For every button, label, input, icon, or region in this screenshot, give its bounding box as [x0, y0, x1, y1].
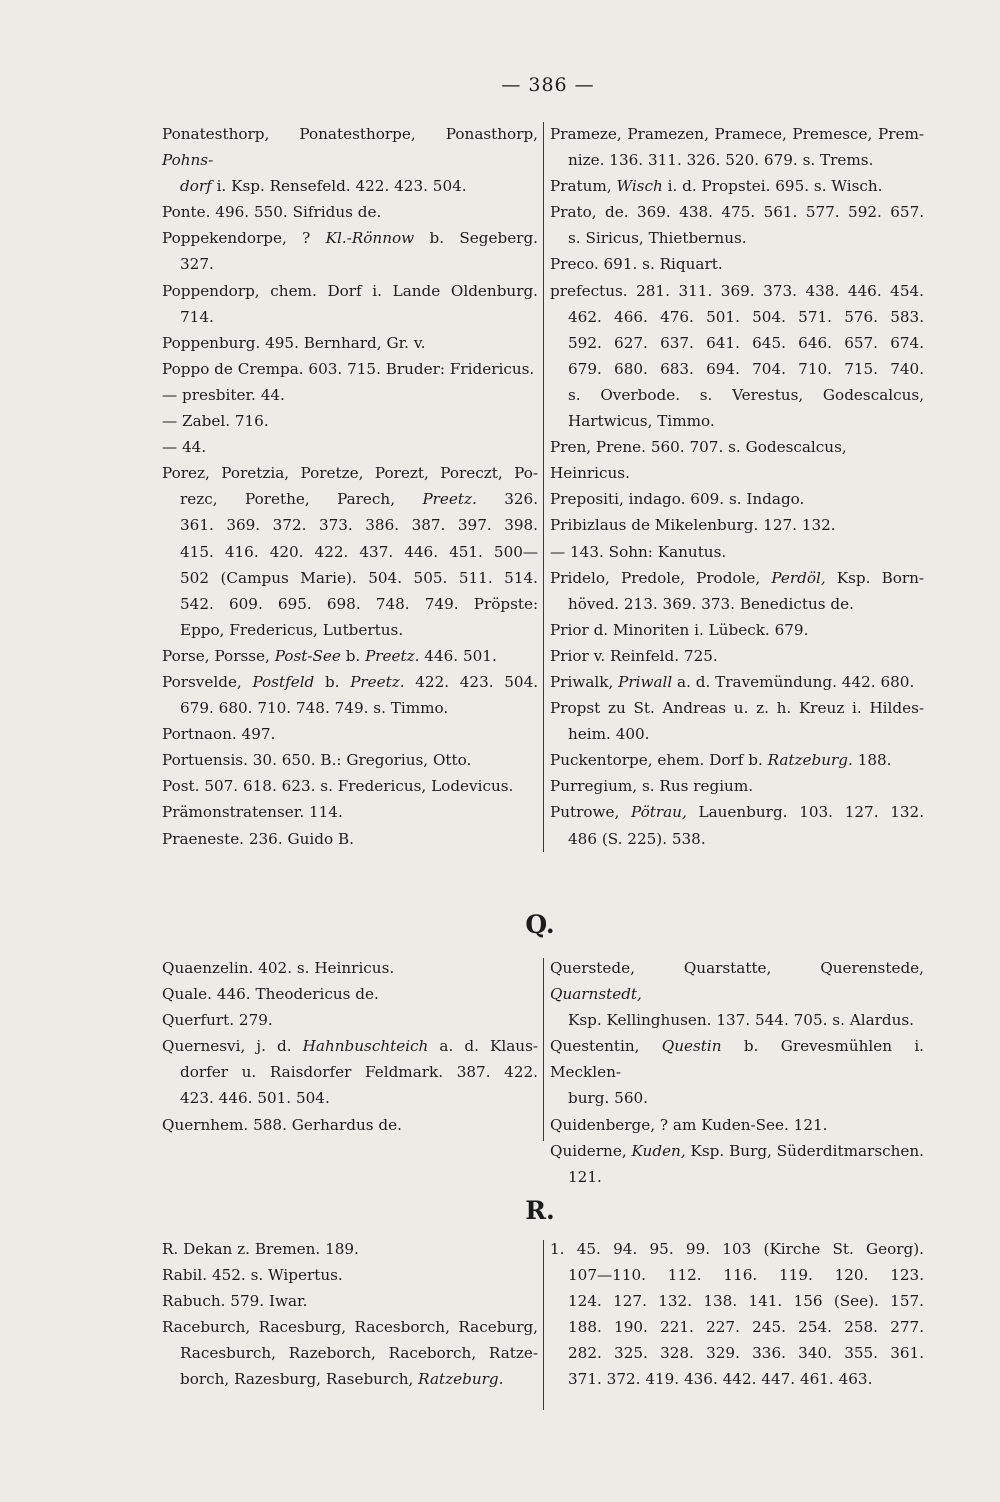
entry-line: R. Dekan z. Bremen. 189. [162, 1240, 359, 1258]
column-divider-r [543, 1240, 544, 1410]
entry-line: Querstede, Quarstatte, Querenstede, Quarnstedt, [550, 959, 924, 1004]
index-entry [162, 1007, 538, 1033]
entry-line: 1. 45. 94. 95. 99. 103 (Kirche St. Georg). [550, 1240, 925, 1258]
index-entry [550, 251, 924, 277]
entry-continuation-line: 714. [180, 307, 214, 326]
entry-line: Quernhem. 588. Gerhardus de. [162, 1115, 402, 1134]
entry-continuation-line: 371. 372. 419. 436. 442. 447. 461. 463. [568, 1370, 873, 1389]
index-entry [550, 173, 924, 199]
entry-continuation-line: s. Siricus, Thietbernus. [568, 229, 747, 248]
index-entry [162, 278, 538, 330]
index-entry [550, 121, 924, 173]
entry-line: Prior v. Reinfeld. 725. [550, 646, 718, 665]
section-letter-r: R. [525, 1196, 555, 1225]
index-entry [162, 669, 538, 721]
index-entry [162, 981, 538, 1007]
index-entry [162, 330, 538, 356]
index-column-p-left [162, 121, 538, 852]
index-entry [162, 1112, 538, 1138]
index-entry [162, 408, 538, 434]
index-entry [550, 643, 924, 669]
index-entry [162, 356, 538, 382]
index-entry [550, 799, 924, 851]
entry-continuation-line: 415. 416. 420. 422. 437. 446. 451. 500— [180, 542, 539, 561]
index-entry [162, 1262, 538, 1288]
entry-continuation-line: 107—110. 112. 116. 119. 120. 123. [568, 1266, 925, 1285]
index-entry [550, 617, 924, 643]
index-entry [162, 199, 538, 225]
entry-line: Poppekendorpe, ? Kl.-Rönnow b. Segeberg. [162, 229, 538, 248]
entry-line: Purregium, s. Rus regium. [550, 777, 754, 796]
index-entry [550, 747, 924, 773]
entry-line: Quaenzelin. 402. s. Heinricus. [162, 959, 395, 977]
entry-line: Ponte. 496. 550. Sifridus de. [162, 203, 382, 222]
index-entry [550, 434, 924, 486]
index-entry [550, 669, 924, 695]
page-number: — 386 — [501, 74, 595, 96]
entry-continuation-line: burg. 560. [568, 1089, 648, 1108]
entry-line: Post. 507. 618. 623. s. Fredericus, Lodevicus. [162, 777, 514, 796]
index-entry [550, 486, 924, 512]
entry-line: Prämonstratenser. 114. [162, 803, 343, 822]
index-entry [162, 799, 538, 825]
entry-line: Quidenberge, ? am Kuden-See. 121. [550, 1115, 828, 1134]
entry-line: Portuensis. 30. 650. B.: Gregorius, Otto. [162, 751, 472, 770]
index-entry [162, 721, 538, 747]
entry-line: Priwalk, Priwall a. d. Travemündung. 442. 680. [550, 672, 915, 691]
entry-line: — 143. Sohn: Kanutus. [550, 542, 727, 561]
entry-continuation-line: Racesburch, Razeborch, Raceborch, Ratze- [180, 1344, 538, 1363]
index-entry [162, 747, 538, 773]
index-entry [162, 826, 538, 852]
entry-continuation-line: rezc, Porethe, Parech, Preetz. 326. [180, 490, 539, 509]
entry-line: Poppo de Crempa. 603. 715. Bruder: Fridericus. [162, 359, 535, 378]
entry-line: Quale. 446. Theodericus de. [162, 985, 379, 1004]
entry-line: Prameze, Pramezen, Pramece, Premesce, Prem- [550, 125, 925, 143]
index-entry [550, 1033, 924, 1111]
index-entry [550, 695, 924, 747]
entry-line: Querfurt. 279. [162, 1011, 273, 1030]
entry-continuation-line: Ksp. Kellinghusen. 137. 544. 705. s. Alardus. [568, 1011, 915, 1030]
entry-line: Rabil. 452. s. Wipertus. [162, 1266, 343, 1285]
entry-line: Pridelo, Predole, Prodole, Perdöl, Ksp. Born- [550, 568, 925, 587]
index-entry [162, 434, 538, 460]
entry-line: Quernesvi, j. d. Hahnbuschteich a. d. Klaus- [162, 1037, 538, 1056]
index-entry [162, 382, 538, 408]
entry-continuation-line: heim. 400. [568, 725, 650, 744]
entry-continuation-line: 679. 680. 683. 694. 704. 710. 715. 740. [568, 359, 925, 378]
index-column-p-right [550, 121, 924, 852]
entry-continuation-line: 679. 680. 710. 748. 749. s. Timmo. [180, 699, 449, 718]
entry-continuation-line: 462. 466. 476. 501. 504. 571. 576. 583. [568, 307, 925, 326]
entry-continuation-line: höved. 213. 369. 373. Benedictus de. [568, 594, 854, 613]
index-column-q-right [550, 955, 924, 1190]
entry-line: Preco. 691. s. Riquart. [550, 255, 723, 274]
entry-line: Prior d. Minoriten i. Lübeck. 679. [550, 620, 809, 639]
entry-continuation-line: 188. 190. 221. 227. 245. 254. 258. 277. [568, 1318, 925, 1337]
entry-line: Poppendorp, chem. Dorf i. Lande Oldenburg. [162, 281, 539, 300]
entry-line: Prato, de. 369. 438. 475. 561. 577. 592. 657. [550, 203, 925, 222]
entry-continuation-line: 282. 325. 328. 329. 336. 340. 355. 361. [568, 1344, 925, 1363]
entry-continuation-line: 124. 127. 132. 138. 141. 156 (See). 157. [568, 1292, 924, 1311]
index-entry [550, 1236, 924, 1393]
entry-continuation-line: 423. 446. 501. 504. [180, 1089, 330, 1108]
entry-line: — Zabel. 716. [162, 412, 269, 431]
entry-continuation-line: 361. 369. 372. 373. 386. 387. 397. 398. [180, 516, 539, 535]
entry-line: Porse, Porsse, Post-See b. Preetz. 446. 501. [162, 646, 497, 665]
index-entry [162, 121, 538, 199]
section-letter-q: Q. [525, 910, 555, 939]
entry-continuation-line: 502 (Campus Marie). 504. 505. 511. 514. [180, 568, 538, 587]
entry-continuation-line: Eppo, Fredericus, Lutbertus. [180, 620, 404, 639]
entry-continuation-line: 542. 609. 695. 698. 748. 749. Pröpste: [180, 594, 539, 613]
entry-line: Raceburch, Racesburg, Racesborch, Raceburg, [162, 1318, 539, 1337]
index-entry [550, 1138, 924, 1190]
index-entry [162, 1236, 538, 1262]
entry-line: Pren, Prene. 560. 707. s. Godescalcus, Heinricus. [550, 438, 847, 483]
entry-line: Praeneste. 236. Guido B. [162, 829, 354, 848]
column-divider-q [543, 958, 544, 1141]
entry-line: Porez, Poretzia, Poretze, Porezt, Poreczt, Po- [162, 464, 539, 483]
index-column-r-left [162, 1236, 538, 1393]
entry-continuation-line: dorfer u. Raisdorfer Feldmark. 387. 422. [180, 1063, 538, 1082]
index-entry [550, 955, 924, 1033]
index-entry [550, 512, 924, 538]
entry-continuation-line: 121. [568, 1167, 602, 1186]
entry-line: Quiderne, Kuden, Ksp. Burg, Süderditmarschen. [550, 1141, 924, 1160]
index-entry [550, 1112, 924, 1138]
index-entry [550, 539, 924, 565]
entry-line: Prepositi, indago. 609. s. Indago. [550, 490, 805, 509]
index-entry [162, 1033, 538, 1111]
entry-line: Puckentorpe, ehem. Dorf b. Ratzeburg. 188. [550, 751, 892, 770]
entry-line: prefectus. 281. 311. 369. 373. 438. 446. 454. [550, 281, 924, 300]
index-entry [162, 460, 538, 643]
index-entry [550, 278, 924, 435]
entry-continuation-line: 592. 627. 637. 641. 645. 646. 657. 674. [568, 333, 925, 352]
column-divider-p [543, 122, 544, 852]
index-entry [550, 773, 924, 799]
entry-line: Putrowe, Pötrau, Lauenburg. 103. 127. 132. [550, 803, 925, 822]
index-entry [162, 773, 538, 799]
entry-line: Porsvelde, Postfeld b. Preetz. 422. 423. 504. [162, 672, 539, 691]
entry-continuation-line: Hartwicus, Timmo. [568, 412, 715, 431]
index-entry [162, 1288, 538, 1314]
entry-continuation-line: s. Overbode. s. Verestus, Godescalcus, [568, 385, 925, 404]
index-entry [162, 225, 538, 277]
entry-line: Rabuch. 579. Iwar. [162, 1292, 308, 1311]
entry-continuation-line: nize. 136. 311. 326. 520. 679. s. Trems. [568, 151, 874, 170]
index-column-r-right [550, 1236, 924, 1393]
entry-line: Pratum, Wisch i. d. Propstei. 695. s. Wisch. [550, 177, 883, 196]
entry-line: Poppenburg. 495. Bernhard, Gr. v. [162, 333, 426, 352]
index-entry [550, 199, 924, 251]
index-entry [162, 1314, 538, 1392]
index-entry [162, 643, 538, 669]
entry-continuation-line: 486 (S. 225). 538. [568, 829, 706, 848]
entry-line: Questentin, Questin b. Grevesmühlen i. Mecklen- [550, 1037, 925, 1082]
entry-line: Propst zu St. Andreas u. z. h. Kreuz i. Hildes- [550, 699, 925, 718]
entry-line: — 44. [162, 438, 207, 457]
entry-continuation-line: borch, Razesburg, Raseburch, Ratzeburg. [180, 1370, 504, 1389]
index-column-q-left [162, 955, 538, 1138]
entry-line: Portnaon. 497. [162, 725, 276, 744]
entry-line: Ponatesthorp, Ponatesthorpe, Ponasthorp, Pohns- [162, 125, 539, 170]
index-entry [162, 955, 538, 981]
entry-line: Pribizlaus de Mikelenburg. 127. 132. [550, 516, 836, 535]
index-entry [550, 565, 924, 617]
entry-line: — presbiter. 44. [162, 385, 285, 404]
entry-continuation-line: 327. [180, 255, 214, 274]
entry-continuation-line: dorf i. Ksp. Rensefeld. 422. 423. 504. [180, 177, 467, 196]
